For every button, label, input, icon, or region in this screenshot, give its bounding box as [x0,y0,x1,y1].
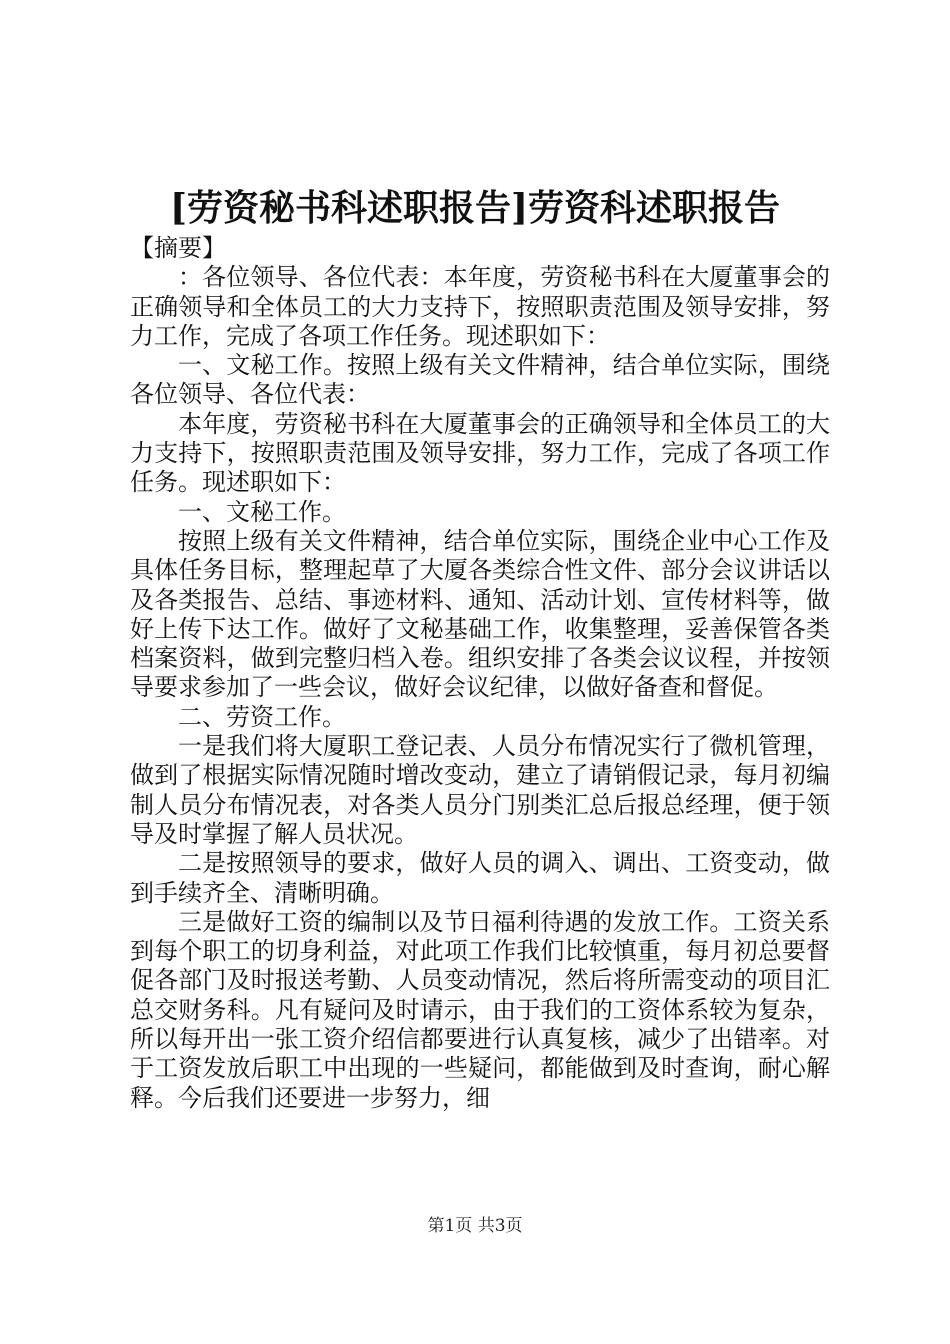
section-heading-labor: 二、劳资工作。 [178,702,346,731]
paragraph-section-summary: 一、文秘工作。按照上级有关文件精神，结合单位实际，围绕各位领导、各位代表： [130,351,830,409]
section-heading-secretarial: 一、文秘工作。 [178,497,346,526]
abstract-label: 【摘要】 [130,234,226,262]
document-body [130,234,830,1113]
paragraph-labor-first: 一是我们将大厦职工登记表、人员分布情况实行了微机管理，做到了根据实际情况随时增改变动，建立了请销假记录，每月初编制人员分布情况表，对各类人员分门别类汇总后报总经理，便于领导及时掌握了解人员状况。 [130,732,830,848]
paragraph-labor-second: 二是按照领导的要求，做好人员的调入、调出、工资变动，做到手续齐全、清晰明确。 [130,849,830,907]
document-title: [劳资秘书科述职报告]劳资科述职报告 [169,187,781,229]
paragraph-opening: ：各位领导、各位代表：本年度，劳资秘书科在大厦董事会的正确领导和全体员工的大力支持下，按照职责范围及领导安排，努力工作，完成了各项工作任务。现述职如下： [130,263,830,350]
paragraph-labor-third: 三是做好工资的编制以及节日福利待遇的发放工作。工资关系到每个职工的切身利益，对此项工作我们比较慎重，每月初总要督促各部门及时报送考勤、人员变动情况，然后将所需变动的项目汇总交财务科。凡有疑问及时请示，由于我们的工资体系较为复杂，所以每开出一张工资介绍信都要进行认真复核，减少了出错率。对于工资发放后职工中出现的一些疑问，都能做到及时查询，耐心解释。今后我们还要进一步努力，细 [130,907,830,1112]
paragraph-secretarial-work: 按照上级有关文件精神，结合单位实际，围绕企业中心工作及具体任务目标，整理起草了大厦各类综合性文件、部分会议讲话以及各类报告、总结、事迹材料、通知、活动计划、宣传材料等，做好上传下达工作。做好了文秘基础工作，收集整理，妥善保管各类档案资料，做到完整归档入卷。组织安排了各类会议议程，并按领导要求参加了一些会议，做好会议纪律，以做好备查和督促。 [130,526,830,702]
paragraph-intro: 本年度，劳资秘书科在大厦董事会的正确领导和全体员工的大力支持下，按照职责范围及领导安排，努力工作，完成了各项工作任务。现述职如下： [130,409,830,497]
page-footer: 第1页 共3页 [427,1216,523,1236]
